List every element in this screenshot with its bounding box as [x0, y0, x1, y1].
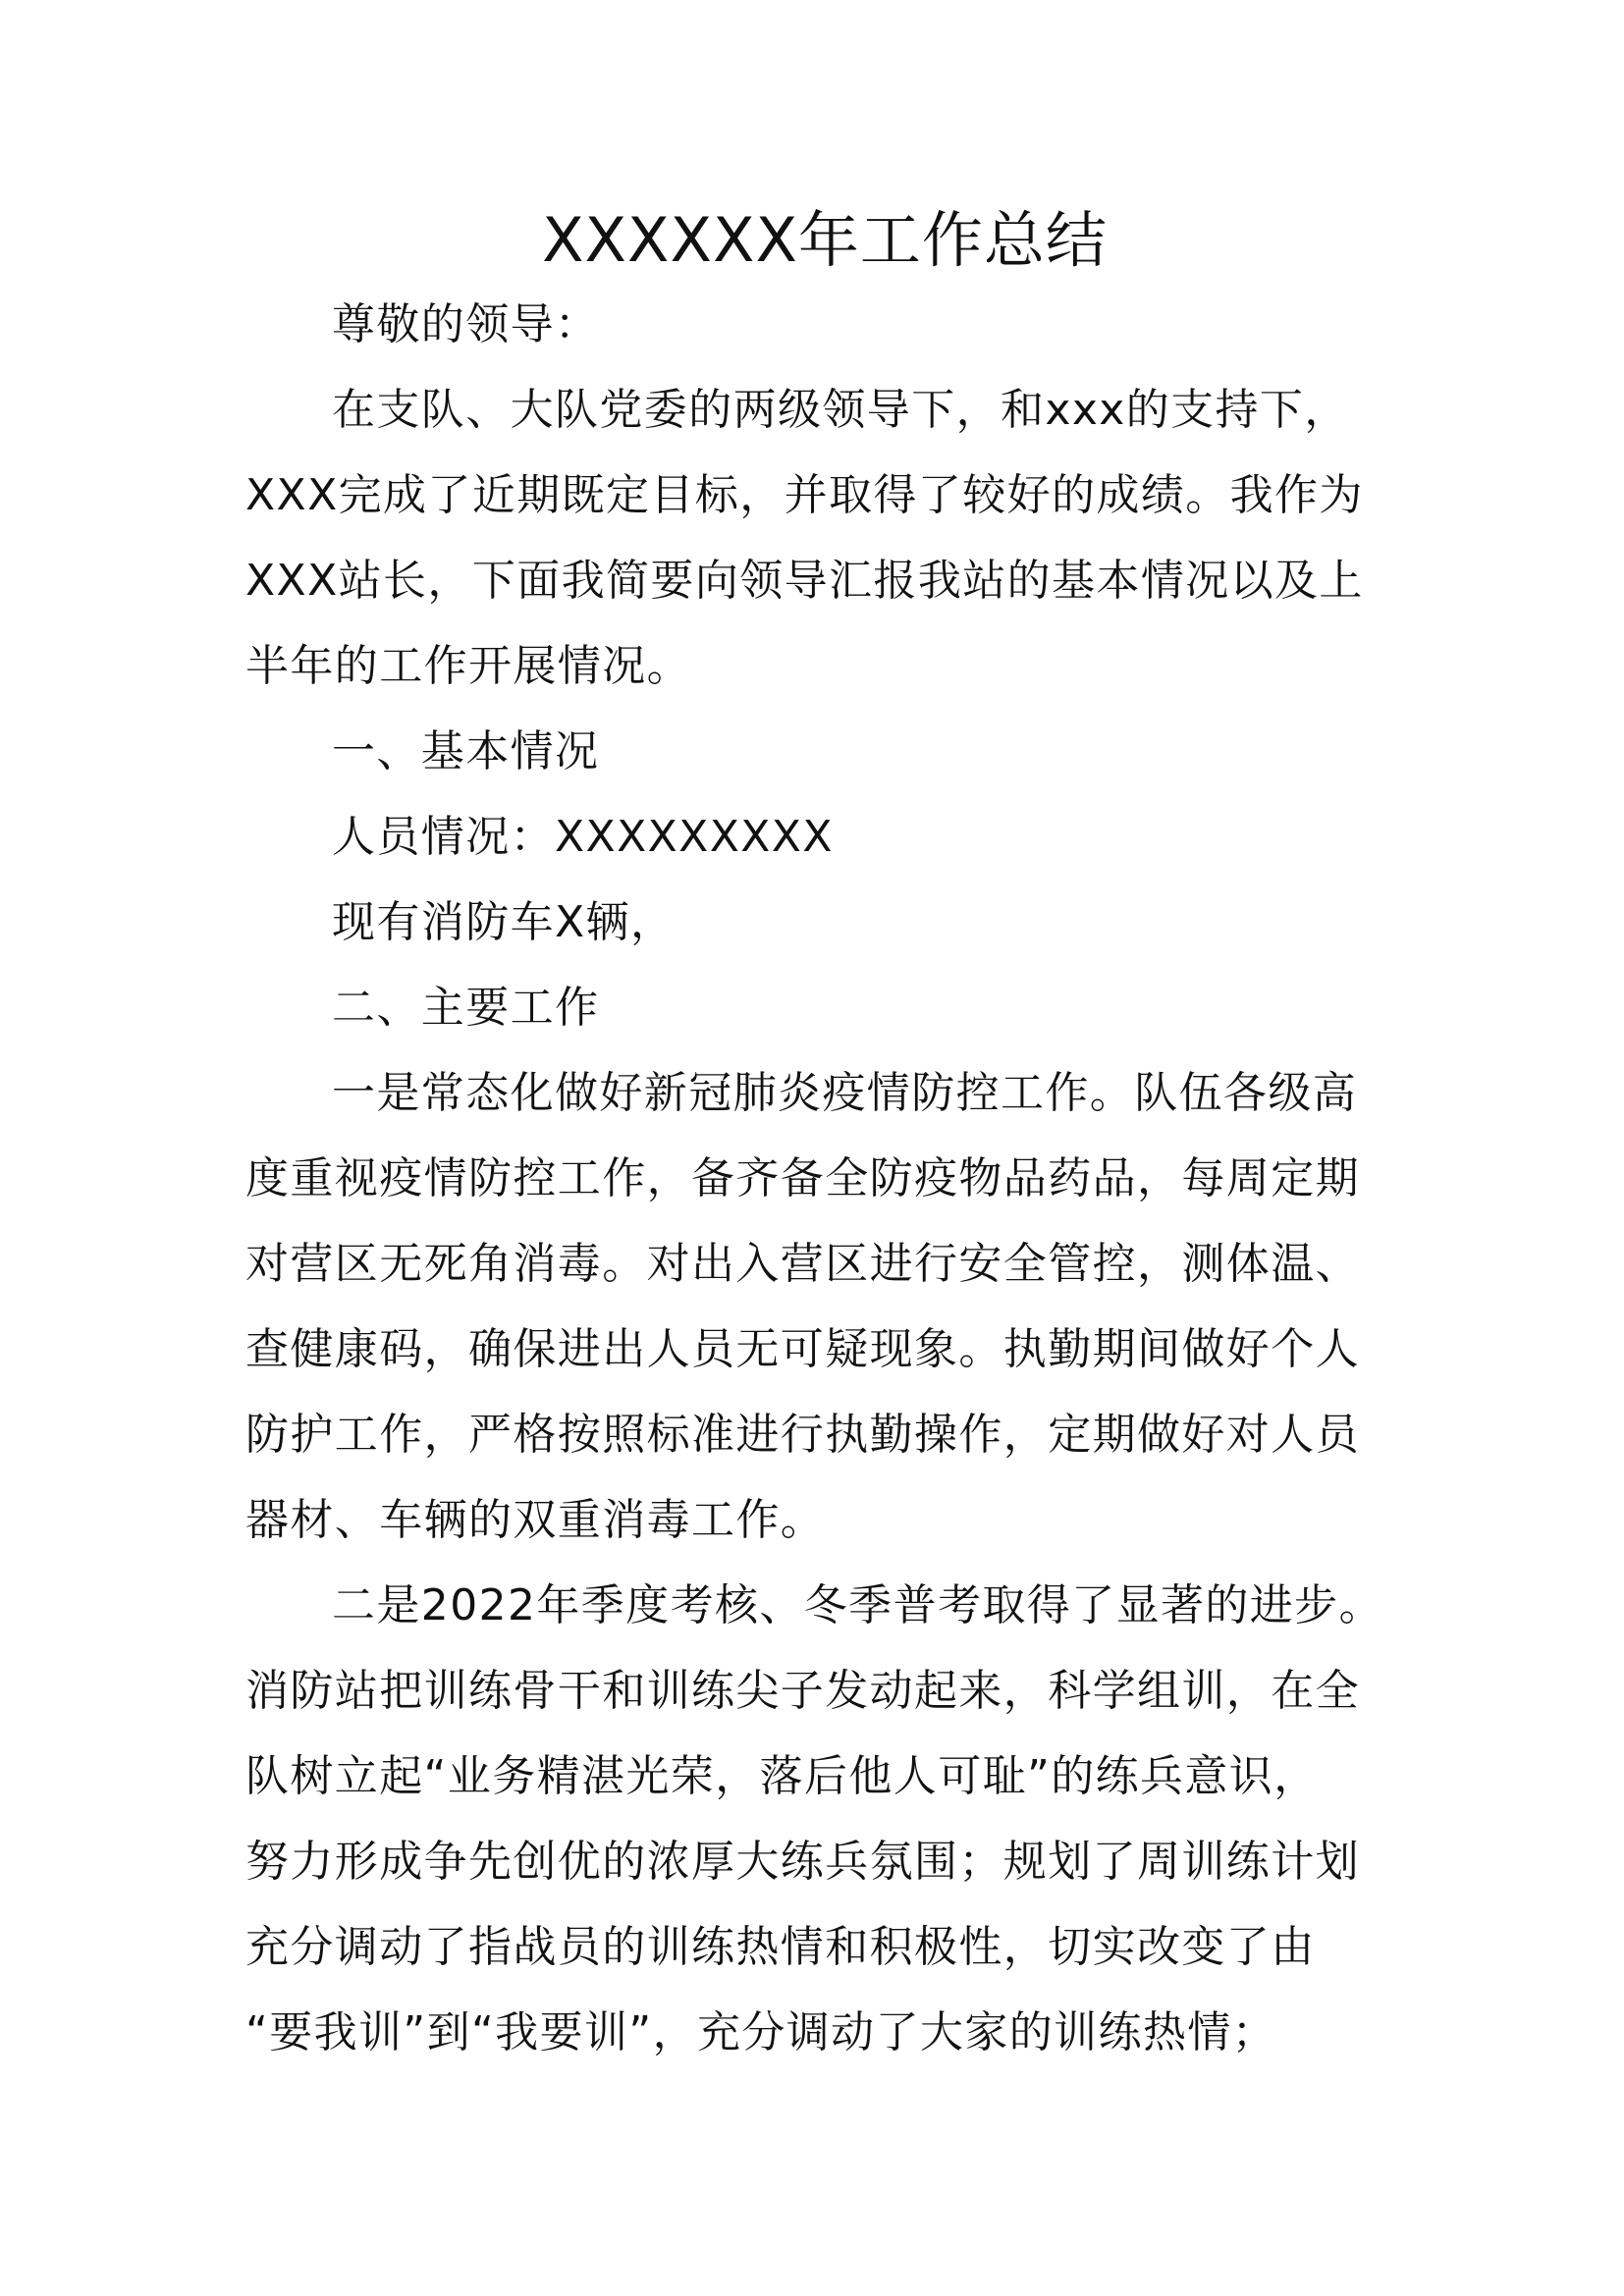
work-item-line: 消防站把训练骨干和训练尖子发动起来，科学组训，在全 — [245, 1666, 1360, 1716]
work-item-1-paragraph — [245, 1050, 1384, 1563]
intro-paragraph — [245, 367, 1384, 709]
work-item-line: 器材、车辆的双重消毒工作。 — [245, 1495, 826, 1545]
intro-line: XXX完成了近期既定目标，并取得了较好的成绩。我作为 — [245, 470, 1364, 520]
salutation: 尊敬的领导： — [332, 299, 600, 349]
vehicle-info: 现有消防车X辆， — [332, 897, 676, 947]
document-title: XXXXXX年工作总结 — [542, 204, 1108, 276]
document-body — [245, 191, 1384, 2075]
section-heading-main-work: 二、主要工作 — [332, 983, 600, 1033]
section-heading-basic: 一、基本情况 — [332, 726, 600, 776]
work-item-line: 充分调动了指战员的训练热情和积极性，切实改变了由 — [245, 1922, 1316, 1972]
intro-line: XXX站长，下面我简要向领导汇报我站的基本情况以及上 — [245, 556, 1364, 606]
work-item-line: 度重视疫情防控工作，备齐备全防疫物品药品，每周定期 — [245, 1153, 1360, 1203]
work-item-line: 查健康码，确保进出人员无可疑现象。执勤期间做好个人 — [245, 1324, 1360, 1374]
work-item-line: 二是2022年季度考核、冬季普考取得了显著的进步。 — [332, 1580, 1383, 1630]
work-item-line: 一是常态化做好新冠肺炎疫情防控工作。队伍各级高 — [332, 1068, 1358, 1118]
work-item-line: 防护工作，严格按照标准进行执勤操作，定期做好对人员 — [245, 1410, 1360, 1460]
work-item-line: 努力形成争先创优的浓厚大练兵氛围；规划了周训练计划 — [245, 1837, 1360, 1887]
work-item-line: 对营区无死角消毒。对出入营区进行安全管控，测体温、 — [245, 1239, 1360, 1289]
work-item-line: 队树立起“业务精湛光荣，落后他人可耻”的练兵意识， — [245, 1751, 1319, 1801]
intro-line: 半年的工作开展情况。 — [245, 641, 691, 691]
personnel-info: 人员情况：XXXXXXXXX — [332, 812, 834, 862]
work-item-2-paragraph — [245, 1563, 1384, 2075]
work-item-line: “要我训”到“我要训”，充分调动了大家的训练热情； — [245, 2007, 1277, 2057]
intro-line: 在支队、大队党委的两级领导下，和xxx的支持下， — [332, 385, 1349, 435]
